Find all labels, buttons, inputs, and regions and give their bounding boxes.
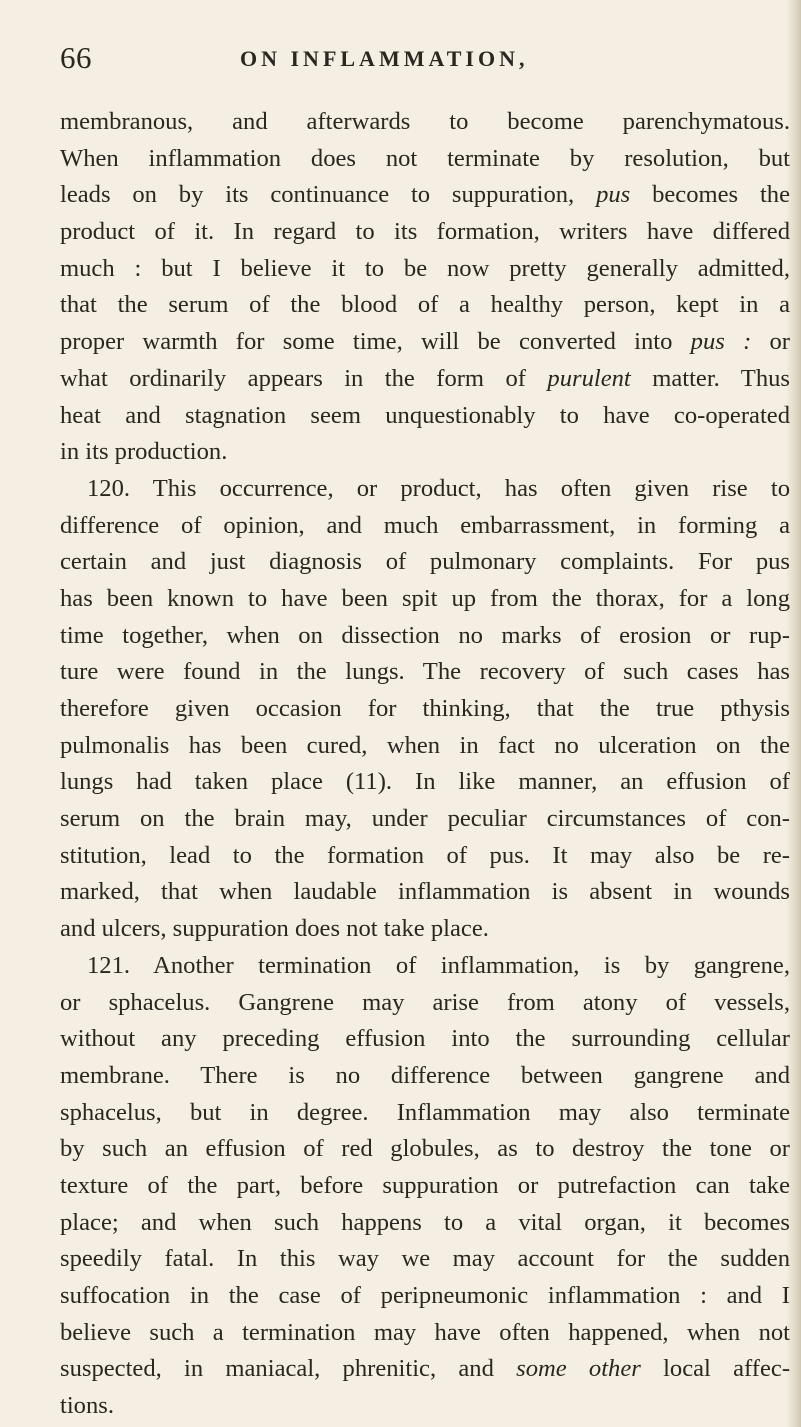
text-segment: When inflammation does not terminate by resolution, but (60, 144, 790, 172)
text-segment: that the serum of the blood of a healthy person, kept in a (60, 291, 790, 319)
text-line (60, 1058, 790, 1095)
text-segment: difference of opinion, and much embarrassment, in forming a (60, 511, 790, 539)
text-segment: proper warmth for some time, will be converted into (60, 328, 691, 356)
text-line (60, 1205, 790, 1242)
page-number: 66 (60, 40, 92, 75)
text-line (60, 398, 790, 435)
text-segment: speedily fatal. In this way we may account for the sudden (60, 1245, 790, 1273)
text-line (60, 1315, 790, 1352)
text-segment: heat and stagnation seem unquestionably to have co-operated (60, 401, 790, 429)
text-line (60, 141, 790, 178)
text-line (60, 838, 790, 875)
text-segment: product of it. In regard to its formation, writers have differed (60, 218, 790, 246)
text-line (60, 618, 790, 655)
page-header (60, 40, 740, 90)
text-segment: suffocation in the case of peripneumonic inflammation : and I (60, 1282, 790, 1309)
text-line (60, 508, 790, 545)
text-line (60, 911, 790, 948)
text-segment: 121. Another termination of inflammation, is by gangrene, (87, 951, 790, 979)
italic-text: pus : (690, 328, 752, 356)
text-line (60, 104, 790, 141)
text-line (60, 544, 790, 581)
text-segment: lungs had taken place (11). In like manner, an effusion of (60, 768, 790, 796)
text-segment: local affec- (640, 1355, 791, 1383)
text-line (60, 361, 790, 398)
text-segment: stitution, lead to the formation of pus. It may also be re- (60, 841, 790, 869)
text-segment: believe such a termination may have often happened, when not (60, 1318, 790, 1346)
text-segment: place; and when such happens to a vital organ, it becomes (60, 1208, 790, 1236)
text-line (60, 1021, 790, 1058)
text-line (60, 1241, 790, 1278)
text-line (60, 691, 790, 728)
text-segment: matter. Thus (630, 364, 790, 392)
text-line (60, 874, 790, 911)
text-segment: certain and just diagnosis of pulmonary complaints. For pus (60, 548, 790, 576)
text-line (60, 1278, 790, 1315)
text-segment: or sphacelus. Gangrene may arise from atony of vessels, (60, 988, 790, 1016)
text-segment: leads on by its continuance to suppuration, (60, 181, 597, 209)
text-line (60, 728, 790, 765)
text-segment: what ordinarily appears in the form of (60, 364, 548, 392)
text-segment: suspected, in maniacal, phrenitic, and (60, 1355, 517, 1383)
text-segment: ture were found in the lungs. The recovery of such cases has (60, 658, 790, 686)
text-segment: texture of the part, before suppuration or putrefaction can take (60, 1171, 790, 1199)
text-line (60, 251, 790, 288)
body-text (60, 104, 790, 1425)
text-segment: pulmonalis has been cured, when in fact no ulceration on the (60, 731, 790, 759)
text-line (60, 654, 790, 691)
text-line (60, 471, 790, 508)
text-segment: time together, when on dissection no marks of erosion or rup- (60, 621, 790, 649)
text-segment: serum on the brain may, under peculiar circumstances of con- (60, 805, 790, 833)
text-line (60, 177, 790, 214)
text-line (60, 324, 790, 361)
text-segment: without any preceding effusion into the surrounding cellular (60, 1025, 790, 1053)
text-line (60, 1351, 790, 1388)
text-line (60, 434, 790, 471)
text-line (60, 1388, 790, 1425)
text-segment: by such an effusion of red globules, as to destroy the tone or (60, 1135, 790, 1163)
text-segment: much : but I believe it to be now pretty generally admitted, (60, 254, 790, 282)
text-segment: and ulcers, suppuration does not take place. (60, 915, 489, 943)
text-segment: marked, that when laudable inflammation is absent in wounds (60, 878, 790, 906)
text-line (60, 764, 790, 801)
text-segment: therefore given occasion for thinking, that the true pthysis (60, 695, 790, 722)
text-segment: tions. (60, 1392, 114, 1420)
text-line (60, 1095, 790, 1132)
text-line (60, 985, 790, 1022)
text-line (60, 214, 790, 251)
text-segment: or (751, 328, 790, 356)
italic-text: some other (516, 1355, 641, 1383)
text-segment: becomes the (630, 181, 791, 209)
running-head: ON INFLAMMATION, (240, 46, 529, 71)
text-segment: 120. This occurrence, or product, has often given rise to (87, 474, 790, 502)
text-line (60, 1168, 790, 1205)
text-line (60, 948, 790, 985)
text-line (60, 1131, 790, 1168)
text-line (60, 287, 790, 324)
text-segment: in its production. (60, 438, 228, 466)
text-segment: has been known to have been spit up from the thorax, for a long (60, 584, 790, 612)
text-segment: sphacelus, but in degree. Inflammation may also terminate (60, 1098, 790, 1126)
text-line (60, 581, 790, 618)
text-line (60, 801, 790, 838)
italic-text: pus (596, 181, 631, 209)
text-segment: membranous, and afterwards to become parenchymatous. (60, 108, 790, 135)
text-segment: membrane. There is no difference between gangrene and (60, 1061, 790, 1089)
italic-text: purulent (547, 364, 631, 392)
